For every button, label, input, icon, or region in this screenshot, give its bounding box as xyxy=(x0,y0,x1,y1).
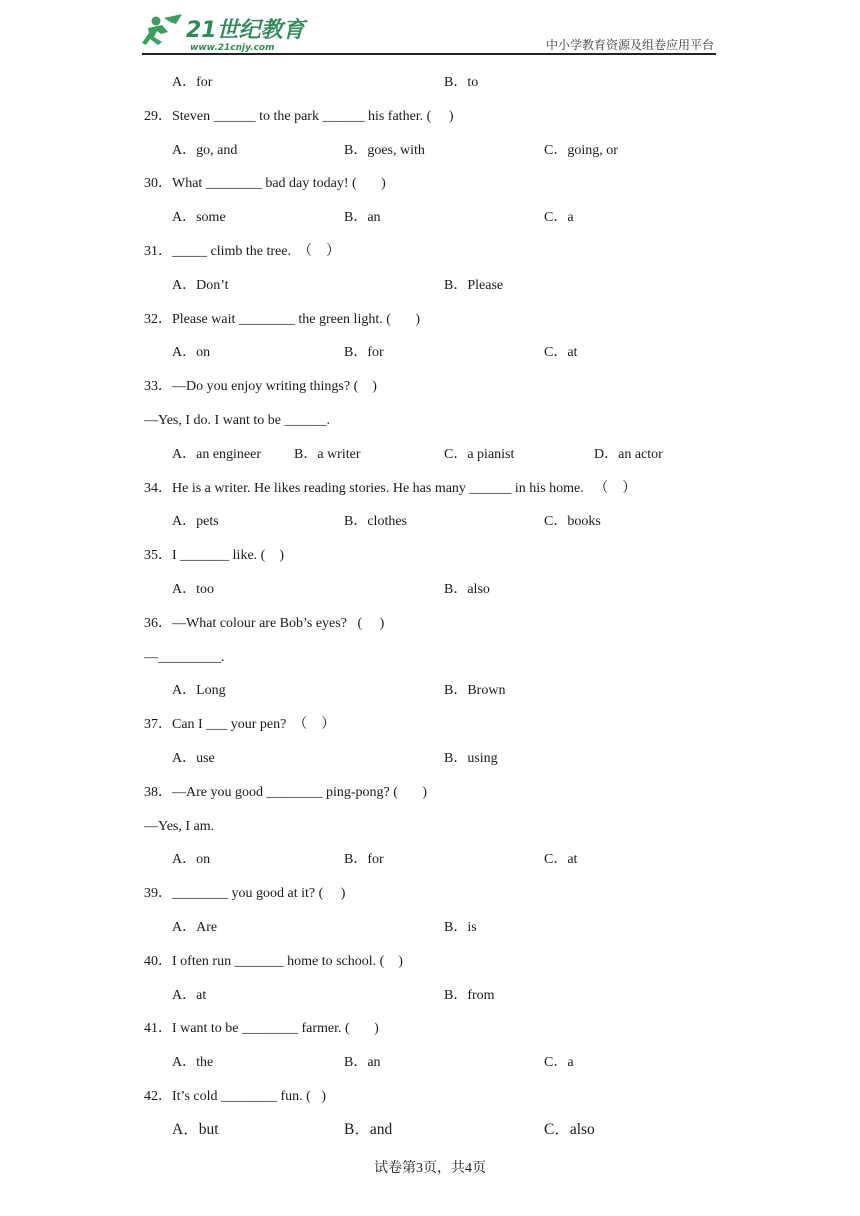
question-text: —Yes, I do. I want to be ______. xyxy=(144,413,331,428)
answer-option: B．using xyxy=(444,751,498,766)
question-text: 33．—Do you enjoy writing things? ( ) xyxy=(144,379,377,394)
answer-option: B．for xyxy=(344,345,384,360)
logo-wordmark: 21世纪教育 xyxy=(186,18,305,43)
question-text: 39．________ you good at it? ( ) xyxy=(144,886,346,901)
question-text: 41．I want to be ________ farmer. ( ) xyxy=(144,1021,379,1036)
answer-option: A．at xyxy=(172,988,207,1003)
answer-option: A．an engineer xyxy=(172,447,262,462)
platform-tagline: 中小学教育资源及组卷应用平台 xyxy=(545,38,714,52)
question-text: —_________. xyxy=(144,650,225,665)
question-text: 42．It’s cold ________ fun. ( ) xyxy=(144,1089,326,1104)
answer-option: C．books xyxy=(544,514,601,529)
answer-option: B．to xyxy=(444,75,479,90)
answer-option: A．Long xyxy=(172,683,226,698)
question-text: 31．_____ climb the tree. （ ） xyxy=(144,244,340,259)
answer-option: C．a xyxy=(544,1055,574,1070)
answer-option: C．a xyxy=(544,210,574,225)
question-text: 32．Please wait ________ the green light. ( ) xyxy=(144,312,421,327)
answer-option: A．some xyxy=(172,210,226,225)
answer-option: B．a writer xyxy=(294,447,361,462)
answer-option: A．on xyxy=(172,345,211,360)
answer-option: B．an xyxy=(344,1055,381,1070)
site-logo xyxy=(142,12,312,54)
logo-url: www.21cnjy.com xyxy=(190,43,275,53)
question-text: 37．Can I ___ your pen? （ ） xyxy=(144,717,336,732)
answer-option: B．clothes xyxy=(344,514,407,529)
answer-option: B．from xyxy=(444,988,495,1003)
answer-option: A．for xyxy=(172,75,213,90)
answer-option: B．also xyxy=(444,582,490,597)
answer-option: C．going, or xyxy=(544,143,618,158)
question-text: 38．—Are you good ________ ping-pong? ( ) xyxy=(144,785,428,800)
answer-option: B．Brown xyxy=(444,683,506,698)
page-header xyxy=(142,10,716,56)
answer-option: B．for xyxy=(344,852,384,867)
header-divider xyxy=(142,53,716,55)
answer-option: A．go, and xyxy=(172,143,238,158)
answer-option: A．but xyxy=(172,1121,219,1138)
question-text: —Yes, I am. xyxy=(144,819,215,834)
answer-option: C．also xyxy=(544,1121,595,1138)
answer-option: A．too xyxy=(172,582,214,597)
answer-option: A．on xyxy=(172,852,211,867)
answer-option: B．and xyxy=(344,1121,393,1138)
answer-option: B．Please xyxy=(444,278,504,293)
answer-option: A．Don’t xyxy=(172,278,229,293)
answer-option: B．is xyxy=(444,920,477,935)
question-text: 36．—What colour are Bob’s eyes? ( ) xyxy=(144,616,385,631)
answer-option: D．an actor xyxy=(594,447,663,462)
answer-option: A．Are xyxy=(172,920,218,935)
question-text: 34．He is a writer. He likes reading stories. He has many ______ in his home. （ ） xyxy=(144,481,637,496)
answer-option: C．at xyxy=(544,852,578,867)
answer-option: C．a pianist xyxy=(444,447,515,462)
question-text: 40．I often run _______ home to school. ( ) xyxy=(144,954,403,969)
answer-option: A．the xyxy=(172,1055,214,1070)
question-text: 35．I _______ like. ( ) xyxy=(144,548,284,563)
answer-option: A．pets xyxy=(172,514,219,529)
question-text: 30．What ________ bad day today! ( ) xyxy=(144,176,386,191)
answer-option: B．an xyxy=(344,210,381,225)
answer-option: B．goes, with xyxy=(344,143,425,158)
answer-option: A．use xyxy=(172,751,215,766)
answer-option: C．at xyxy=(544,345,578,360)
question-text: 29．Steven ______ to the park ______ his father. ( ) xyxy=(144,109,454,124)
page-footer: 试卷第3页，共4页 xyxy=(374,1161,486,1176)
